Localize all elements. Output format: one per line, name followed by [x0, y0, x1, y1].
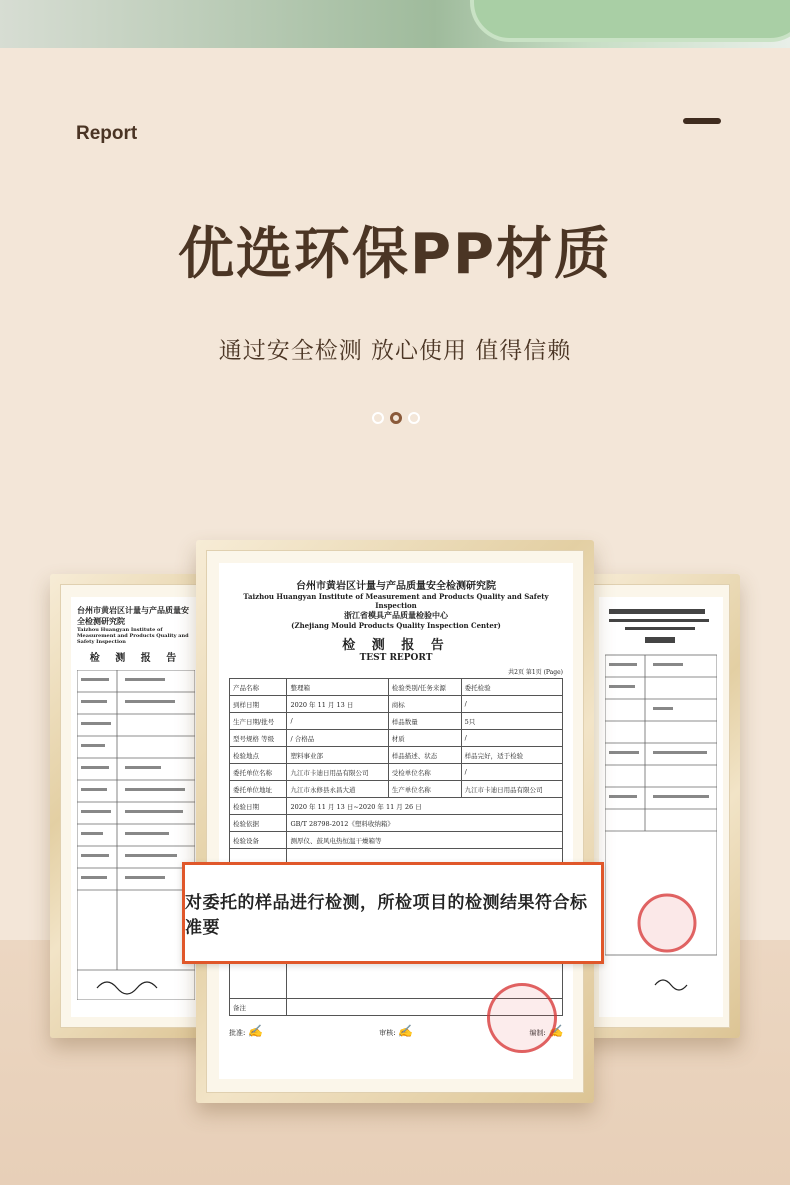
- certificate-frame-right: [580, 574, 740, 1038]
- compiler-label: 编制: ✍: [529, 1024, 563, 1038]
- decorative-dash: [683, 118, 721, 124]
- report-table: [229, 678, 563, 1016]
- report-document-right: [599, 597, 723, 1017]
- top-product-banner: [0, 0, 790, 48]
- carousel-dot[interactable]: [372, 412, 384, 424]
- report-table-lines-left: [77, 670, 195, 1000]
- center-name-en: (Zhejiang Mould Products Quality Inspection Center): [291, 621, 501, 630]
- conclusion-highlight: [182, 862, 604, 964]
- table-row: 检验日期 2020 年 11 月 13 日~2020 年 11 月 26 日: [230, 798, 563, 815]
- table-row: 到样日期 2020 年 11 月 13 日 商标 /: [230, 696, 563, 713]
- approved-label: 批准: ✍: [229, 1024, 263, 1038]
- page-title: 优选环保PP材质: [177, 222, 613, 287]
- institute-name: 台州市黄岩区计量与产品质量安全检测研究院: [296, 581, 496, 592]
- institute-name-en: Taizhou Huangyan Institute of Measurement and Products Quality and Safety Inspection: [243, 592, 549, 610]
- center-name: 浙江省模具产品质量检验中心: [344, 610, 448, 620]
- table-row: 型号规格 等级 / 合格品 材质 /: [230, 730, 563, 747]
- carousel-dot-active[interactable]: [390, 412, 402, 424]
- table-row: 检验设备 测厚仪、鼓风电热恒温干燥箱等: [230, 832, 563, 849]
- conclusion-text: 对委托的样品进行检测，所检项目的检测结果符合标准要: [185, 893, 588, 938]
- report-title-en: TEST REPORT: [359, 653, 433, 663]
- certificate-frame-center: [196, 540, 594, 1103]
- page-info: 共2页 第1页 (Page): [508, 669, 563, 676]
- compiler-signature: ✍: [548, 1024, 563, 1038]
- table-row: 检验地点 塑料事业部 样品描述、状态 样品完好，适于检验: [230, 747, 563, 764]
- product-tray-image: [470, 0, 790, 42]
- table-row: 委托单位名称 九江市卡迪日用品有限公司 受检单位名称 /: [230, 764, 563, 781]
- carousel-dot[interactable]: [408, 412, 420, 424]
- report-title: 检 测 报 告: [342, 638, 450, 653]
- report-table-lines-right: [605, 605, 717, 1005]
- table-row: 检验依据 GB/T 28798-2012《塑料收纳箱》: [230, 815, 563, 832]
- table-row: 备注: [230, 999, 563, 1016]
- page-subtitle: 通过安全检测 放心使用 值得信赖: [218, 338, 572, 364]
- certificate-frame-left: [50, 574, 220, 1038]
- report-document-left: 台州市黄岩区计量与产品质量安全检测研究院 Taizhou Huangyan Institute of Measurement and Products Quality and Safety Inspection 检 测 报 告: [71, 597, 201, 1017]
- approver-signature: ✍: [247, 1024, 263, 1038]
- verified-label: 审核: ✍: [379, 1024, 413, 1038]
- verifier-signature: ✍: [397, 1024, 413, 1038]
- carousel-indicator: [372, 412, 420, 424]
- official-stamp: [487, 983, 557, 1053]
- table-row: 委托单位地址 九江市永修县永昌大道 生产单位名称 九江市卡迪日用品有限公司: [230, 781, 563, 798]
- section-label: Report: [76, 123, 138, 144]
- table-row: 生产日期/批号 / 样品数量 5只: [230, 713, 563, 730]
- table-row: 产品名称 整理箱 检验类别/任务来源 委托检验: [230, 679, 563, 696]
